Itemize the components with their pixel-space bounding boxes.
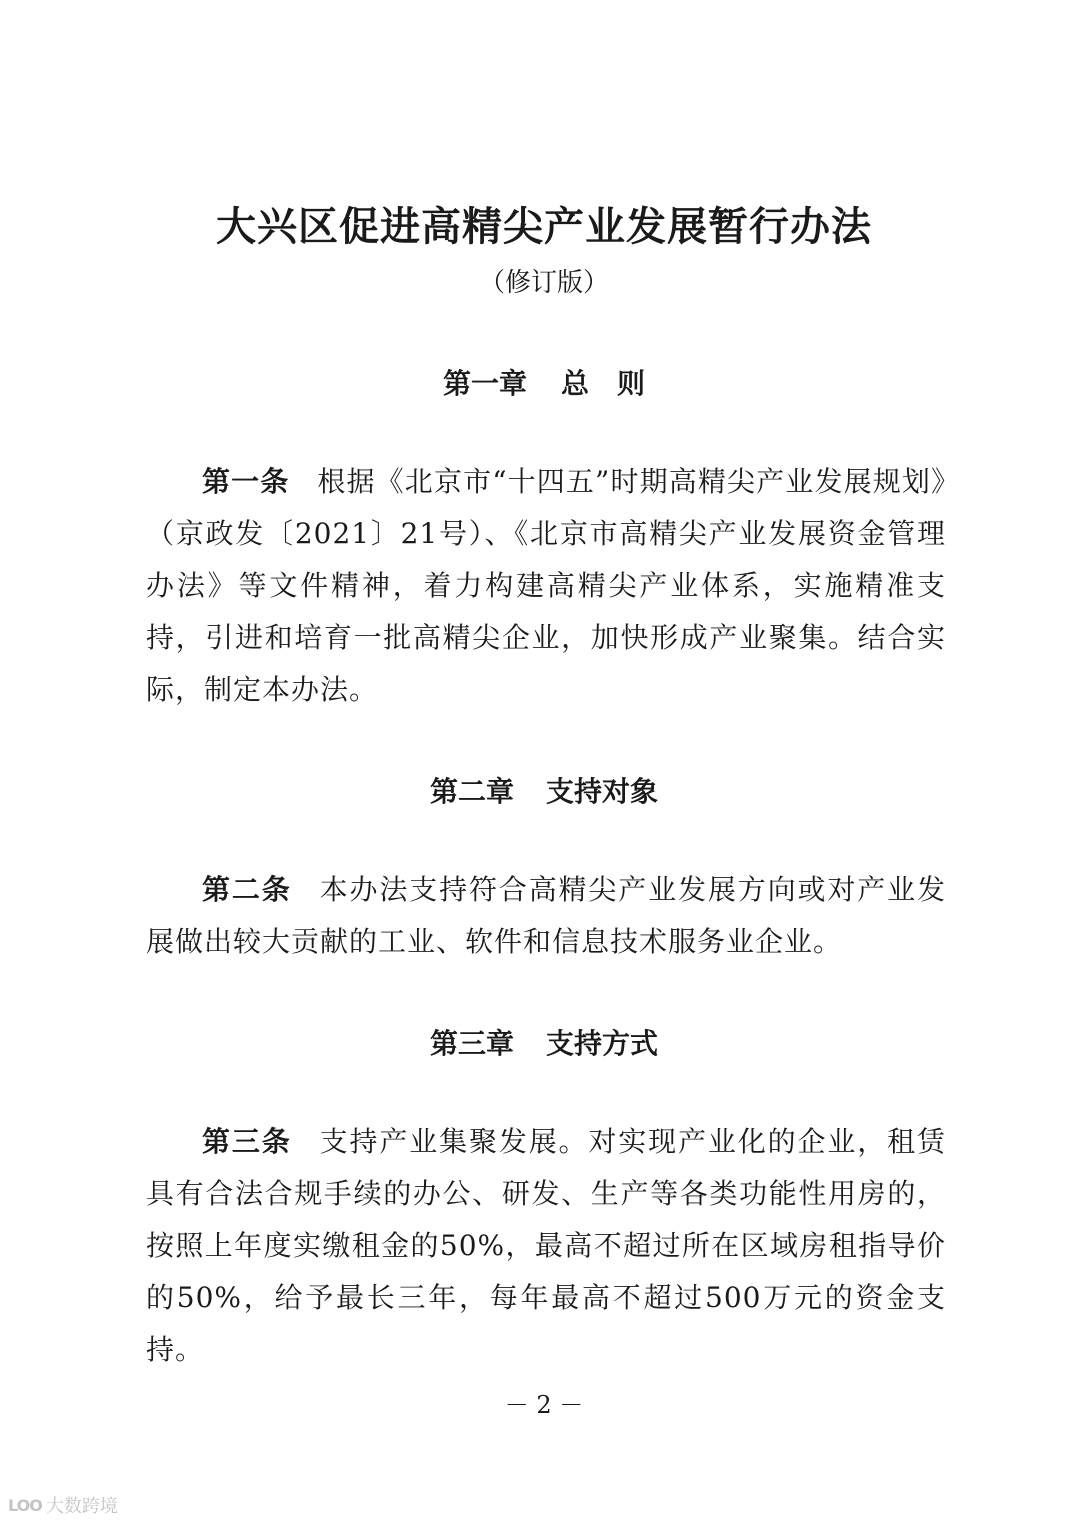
- chapter-number: 第三章: [429, 1027, 514, 1060]
- chapter-name: 总 则: [561, 367, 646, 400]
- document-subtitle: （修订版）: [478, 268, 609, 298]
- document-title: 大兴区促进高精尖产业发展暂行办法: [216, 203, 872, 250]
- chapter-name: 支持对象: [546, 775, 659, 808]
- chapter-number: 第二章: [429, 775, 514, 808]
- chapter-2-heading: [0, 770, 1080, 810]
- chapter-name: 支持方式: [546, 1027, 659, 1060]
- article-text: 根据《北京市“十四五”时期高精尖产业发展规划》（京政发〔2021〕21号）、《北京市高精尖产业发展资金管理办法》等文件精神，着力构建高精尖产业体系，实施精准支持，引进和培育一批高精尖企业，加快形成产业聚集。结合实际，制定本办法。: [146, 465, 946, 706]
- article-label: 第二条: [202, 873, 292, 906]
- page-number: － 2 －: [504, 1391, 584, 1419]
- watermark: [8, 1492, 118, 1518]
- article-2: [146, 864, 946, 968]
- chapter-number: 第一章: [442, 367, 527, 400]
- watermark-text: 大数跨境: [45, 1496, 118, 1517]
- article-label: 第三条: [202, 1125, 292, 1158]
- watermark-logo-icon: LOO: [8, 1495, 42, 1515]
- article-text: 本办法支持符合高精尖产业发展方向或对产业发展做出较大贡献的工业、软件和信息技术服务业企业。: [146, 873, 946, 958]
- chapter-3-heading: [0, 1022, 1080, 1062]
- chapter-1-heading: [0, 362, 1080, 402]
- article-label: 第一条: [202, 465, 290, 498]
- article-3: [146, 1116, 946, 1376]
- article-1: [146, 456, 946, 716]
- article-text: 支持产业集聚发展。对实现产业化的企业，租赁具有合法合规手续的办公、研发、生产等各类功能性用房的，按照上年度实缴租金的50%，最高不超过所在区域房租指导价的50%，给予最长三年，每年最高不超过500万元的资金支持。: [146, 1125, 946, 1366]
